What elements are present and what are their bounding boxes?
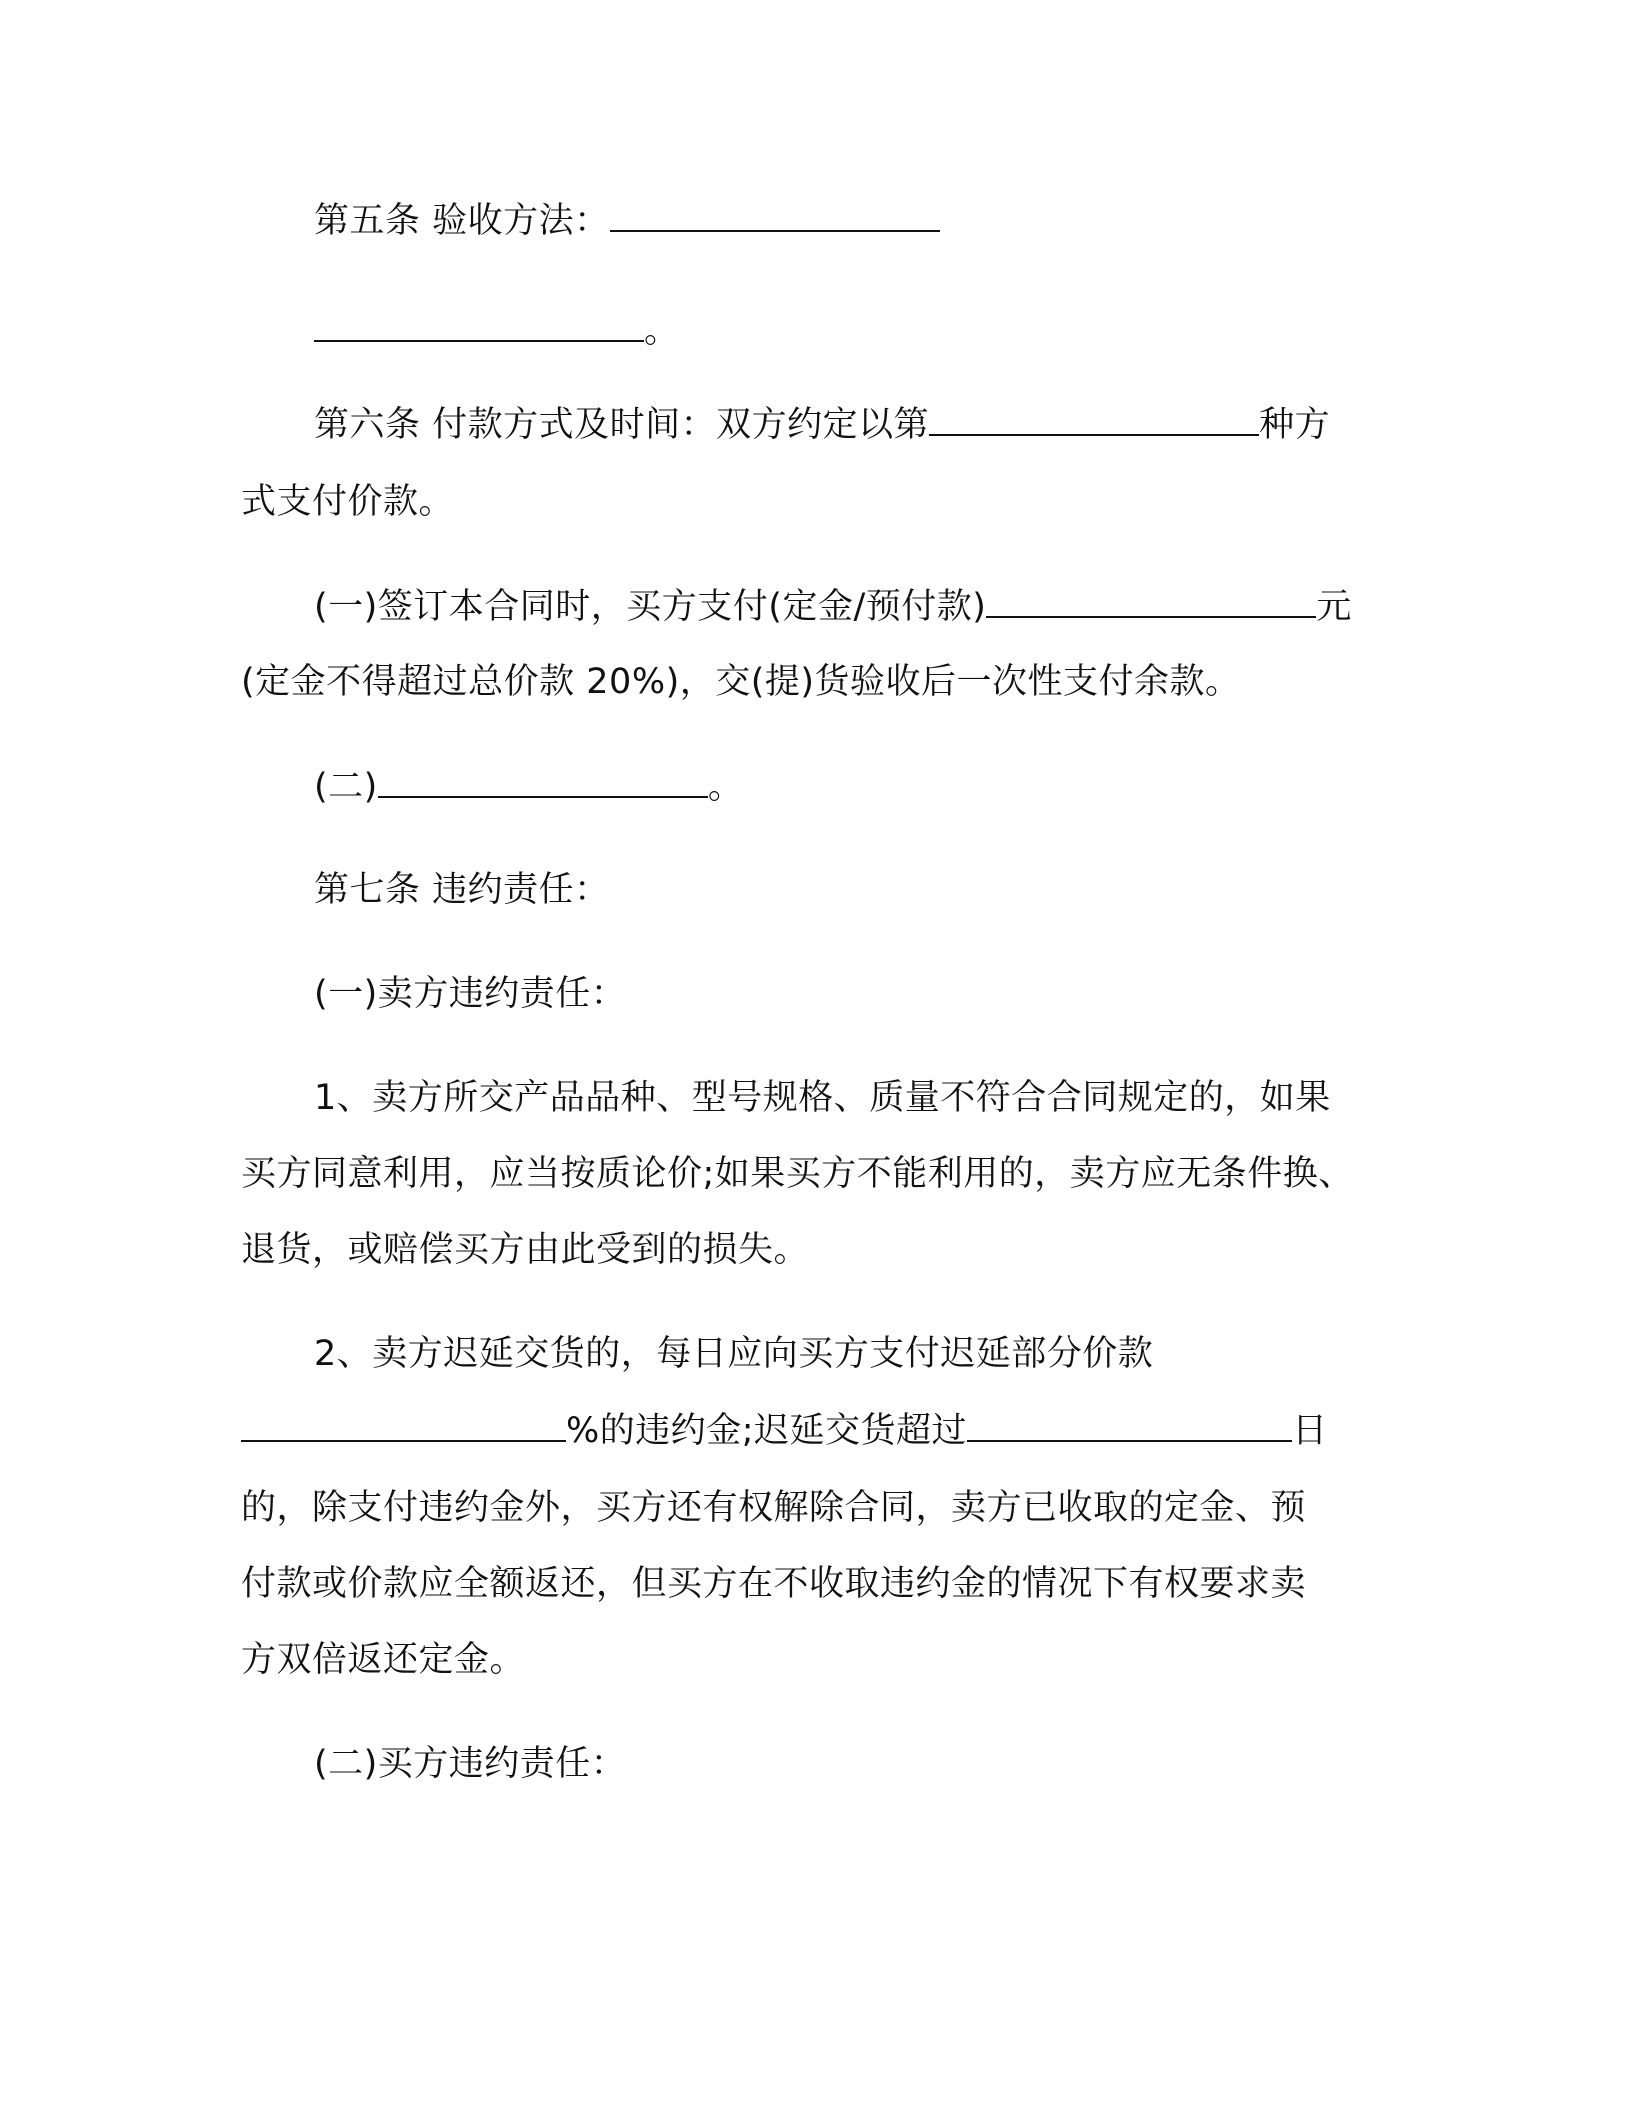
- fill-blank-deposit-amount[interactable]: [986, 586, 1316, 618]
- article-6-continuation: 式支付价款。: [241, 482, 455, 522]
- article-6-item-1-continuation: (定金不得超过总价款 20%)，交(提)货验收后一次性支付余款。: [241, 662, 1241, 702]
- article-5-line: [314, 200, 940, 241]
- article-7-heading: 第七条 违约责任：: [314, 870, 610, 910]
- article-6-item-2-suffix: 。: [707, 767, 744, 807]
- article-6-item-2-prefix: (二): [314, 767, 378, 807]
- seller-clause-2-line-1: 2、卖方迟延交货的，每日应向买方支付迟延部分价款: [314, 1334, 1154, 1374]
- article-5-end: 。: [644, 311, 680, 351]
- article-6-item-1-prefix: (一)签订本合同时，买方支付(定金/预付款): [314, 587, 987, 627]
- article-6-item-1-line: [314, 586, 1352, 627]
- seller-clause-1-line-1: 1、卖方所交产品品种、型号规格、质量不符合合同规定的，如果: [314, 1078, 1331, 1118]
- seller-clause-2-end: 日: [1292, 1411, 1328, 1451]
- seller-clause-2-line-5: 方双倍返还定金。: [241, 1640, 526, 1680]
- fill-blank-acceptance-method-2[interactable]: [314, 310, 644, 342]
- article-6-prefix: 第六条 付款方式及时间：双方约定以第: [314, 405, 930, 445]
- buyer-liability-heading: (二)买方违约责任：: [314, 1744, 627, 1784]
- article-5-label: 第五条 验收方法：: [314, 201, 610, 241]
- fill-blank-delay-days[interactable]: [967, 1410, 1292, 1442]
- seller-liability-heading: (一)卖方违约责任：: [314, 974, 627, 1014]
- article-6-line: [314, 404, 1330, 445]
- seller-clause-2-mid: %的违约金;迟延交货超过: [566, 1411, 968, 1451]
- seller-clause-1-line-2: 买方同意利用，应当按质论价;如果买方不能利用的，卖方应无条件换、: [241, 1154, 1354, 1194]
- article-6-suffix: 种方: [1259, 405, 1331, 445]
- article-6-item-2-line: [314, 766, 743, 807]
- fill-blank-penalty-percent[interactable]: [241, 1410, 566, 1442]
- seller-clause-1-line-3: 退货，或赔偿买方由此受到的损失。: [241, 1230, 810, 1270]
- fill-blank-other-payment[interactable]: [378, 766, 708, 798]
- fill-blank-acceptance-method[interactable]: [610, 200, 940, 232]
- fill-blank-payment-type[interactable]: [929, 404, 1259, 436]
- seller-clause-2-line-4: 付款或价款应全额返还，但买方在不收取违约金的情况下有权要求卖: [241, 1564, 1307, 1604]
- seller-clause-2-line-3: 的，除支付违约金外，买方还有权解除合同，卖方已收取的定金、预: [241, 1488, 1307, 1528]
- article-6-item-1-suffix: 元: [1316, 587, 1352, 627]
- seller-clause-2-line-2: [241, 1410, 1328, 1451]
- article-5-continuation: [314, 310, 680, 351]
